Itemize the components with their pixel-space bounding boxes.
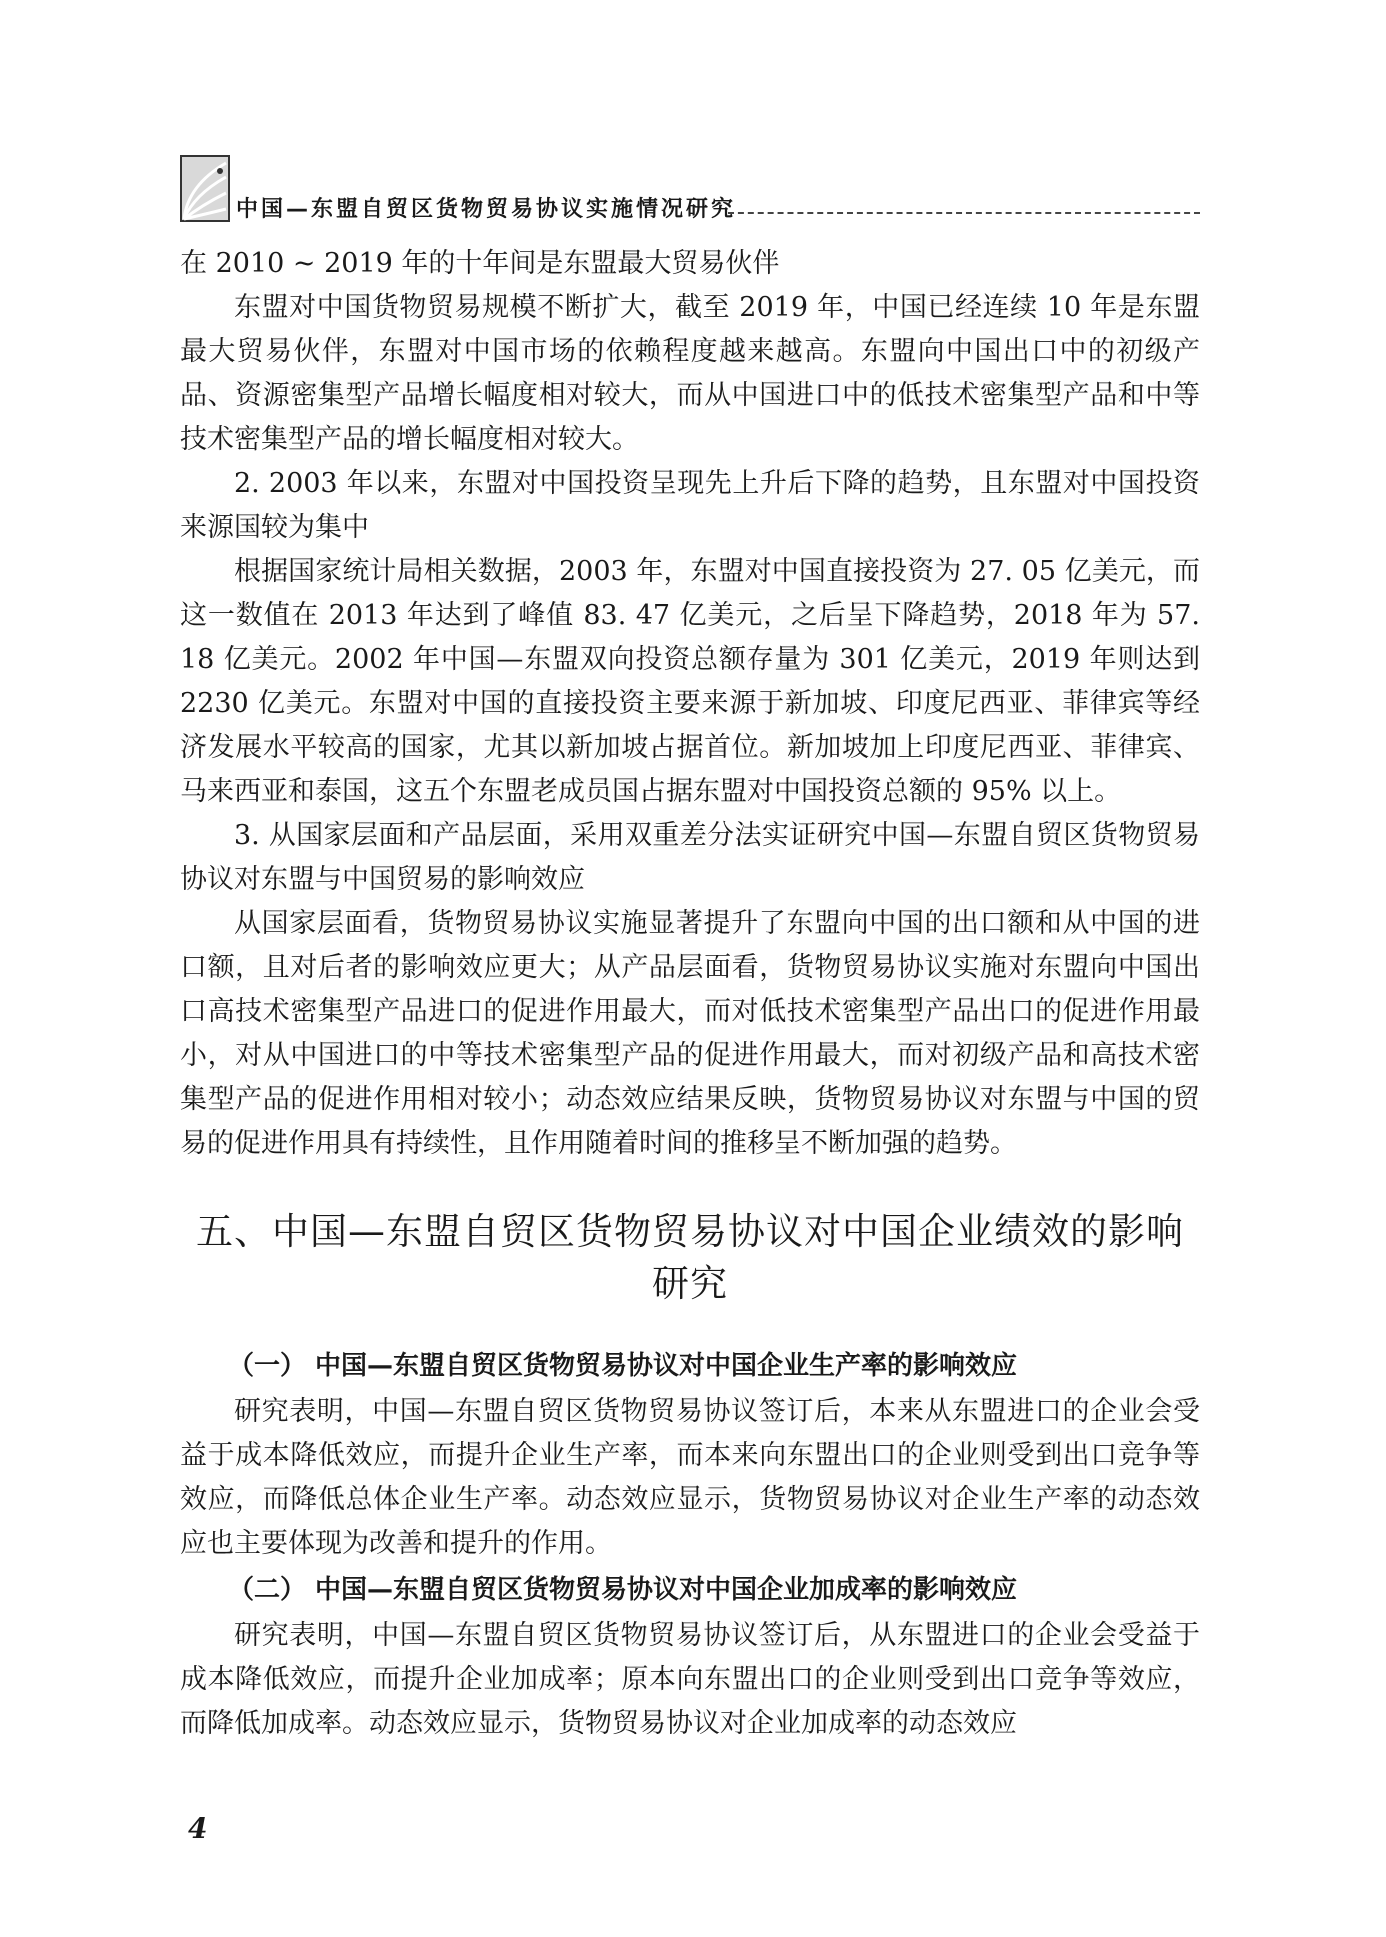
page-header	[180, 155, 1200, 225]
subsection-heading-2: （二） 中国—东盟自贸区货物贸易协议对中国企业加成率的影响效应	[228, 1575, 1018, 1605]
paragraph-7: 研究表明，中国—东盟自贸区货物贸易协议签订后，本来从东盟进口的企业会受益于成本降低效应，而提升企业生产率，而本来向东盟出口的企业则受到出口竞争等效应，而降低总体企业生产率。动态效应显示，货物贸易协议对企业生产率的动态效应也主要体现为改善和提升的作用。	[180, 1396, 1200, 1559]
paragraph-6: 从国家层面看，货物贸易协议实施显著提升了东盟向中国的出口额和从中国的进口额，且对后者的影响效应更大；从产品层面看，货物贸易协议实施对东盟向中国出口高技术密集型产品进口的促进作用最大，而对低技术密集型产品出口的促进作用最小，对从中国进口的中等技术密集型产品的促进作用最大，而对初级产品和高技术密集型产品的促进作用相对较小；动态效应结果反映，货物贸易协议对东盟与中国的贸易的促进作用具有持续性，且作用随着时间的推移呈不断加强的趋势。	[180, 908, 1200, 1159]
book-logo-icon	[180, 155, 230, 222]
paragraph-1: 在 2010 ~ 2019 年的十年间是东盟最大贸易伙伴	[180, 248, 780, 279]
running-title: 中国—东盟自贸区货物贸易协议实施情况研究	[236, 197, 737, 222]
subsection-heading-1: （一） 中国—东盟自贸区货物贸易协议对中国企业生产率的影响效应	[228, 1351, 1018, 1381]
numbered-point-3: 3. 从国家层面和产品层面，采用双重差分法实证研究中国—东盟自贸区货物贸易协议对东盟与中国贸易的影响效应	[180, 820, 1200, 895]
paragraph-8: 研究表明，中国—东盟自贸区货物贸易协议签订后，从东盟进口的企业会受益于成本降低效应，而提升企业加成率；原本向东盟出口的企业则受到出口竞争等效应，而降低加成率。动态效应显示，货物贸易协议对企业加成率的动态效应	[180, 1620, 1200, 1739]
header-dashed-rule	[728, 212, 1200, 214]
section-heading: 五、中国—东盟自贸区货物贸易协议对中国企业绩效的影响研究	[196, 1210, 1184, 1305]
page-number: 4	[188, 1812, 208, 1845]
numbered-point-2: 2. 2003 年以来，东盟对中国投资呈现先上升后下降的趋势，且东盟对中国投资来源国较为集中	[180, 468, 1200, 543]
page-body	[180, 242, 1200, 1746]
paragraph-4: 根据国家统计局相关数据，2003 年，东盟对中国直接投资为 27. 05 亿美元，而这一数值在 2013 年达到了峰值 83. 47 亿美元，之后呈下降趋势，2018 年为 57. 18 亿美元。2002 年中国—东盟双向投资总额存量为 301 亿美元，2019 年则达到 2230 亿美元。东盟对中国的直接投资主要来源于新加坡、印度尼西亚、菲律宾等经济发展水平较高的国家，尤其以新加坡占据首位。新加坡加上印度尼西亚、菲律宾、马来西亚和泰国，这五个东盟老成员国占据东盟对中国投资总额的 95% 以上。	[180, 556, 1200, 807]
paragraph-2: 东盟对中国货物贸易规模不断扩大，截至 2019 年，中国已经连续 10 年是东盟最大贸易伙伴，东盟对中国市场的依赖程度越来越高。东盟向中国出口中的初级产品、资源密集型产品增长幅度相对较大，而从中国进口中的低技术密集型产品和中等技术密集型产品的增长幅度相对较大。	[180, 292, 1200, 455]
